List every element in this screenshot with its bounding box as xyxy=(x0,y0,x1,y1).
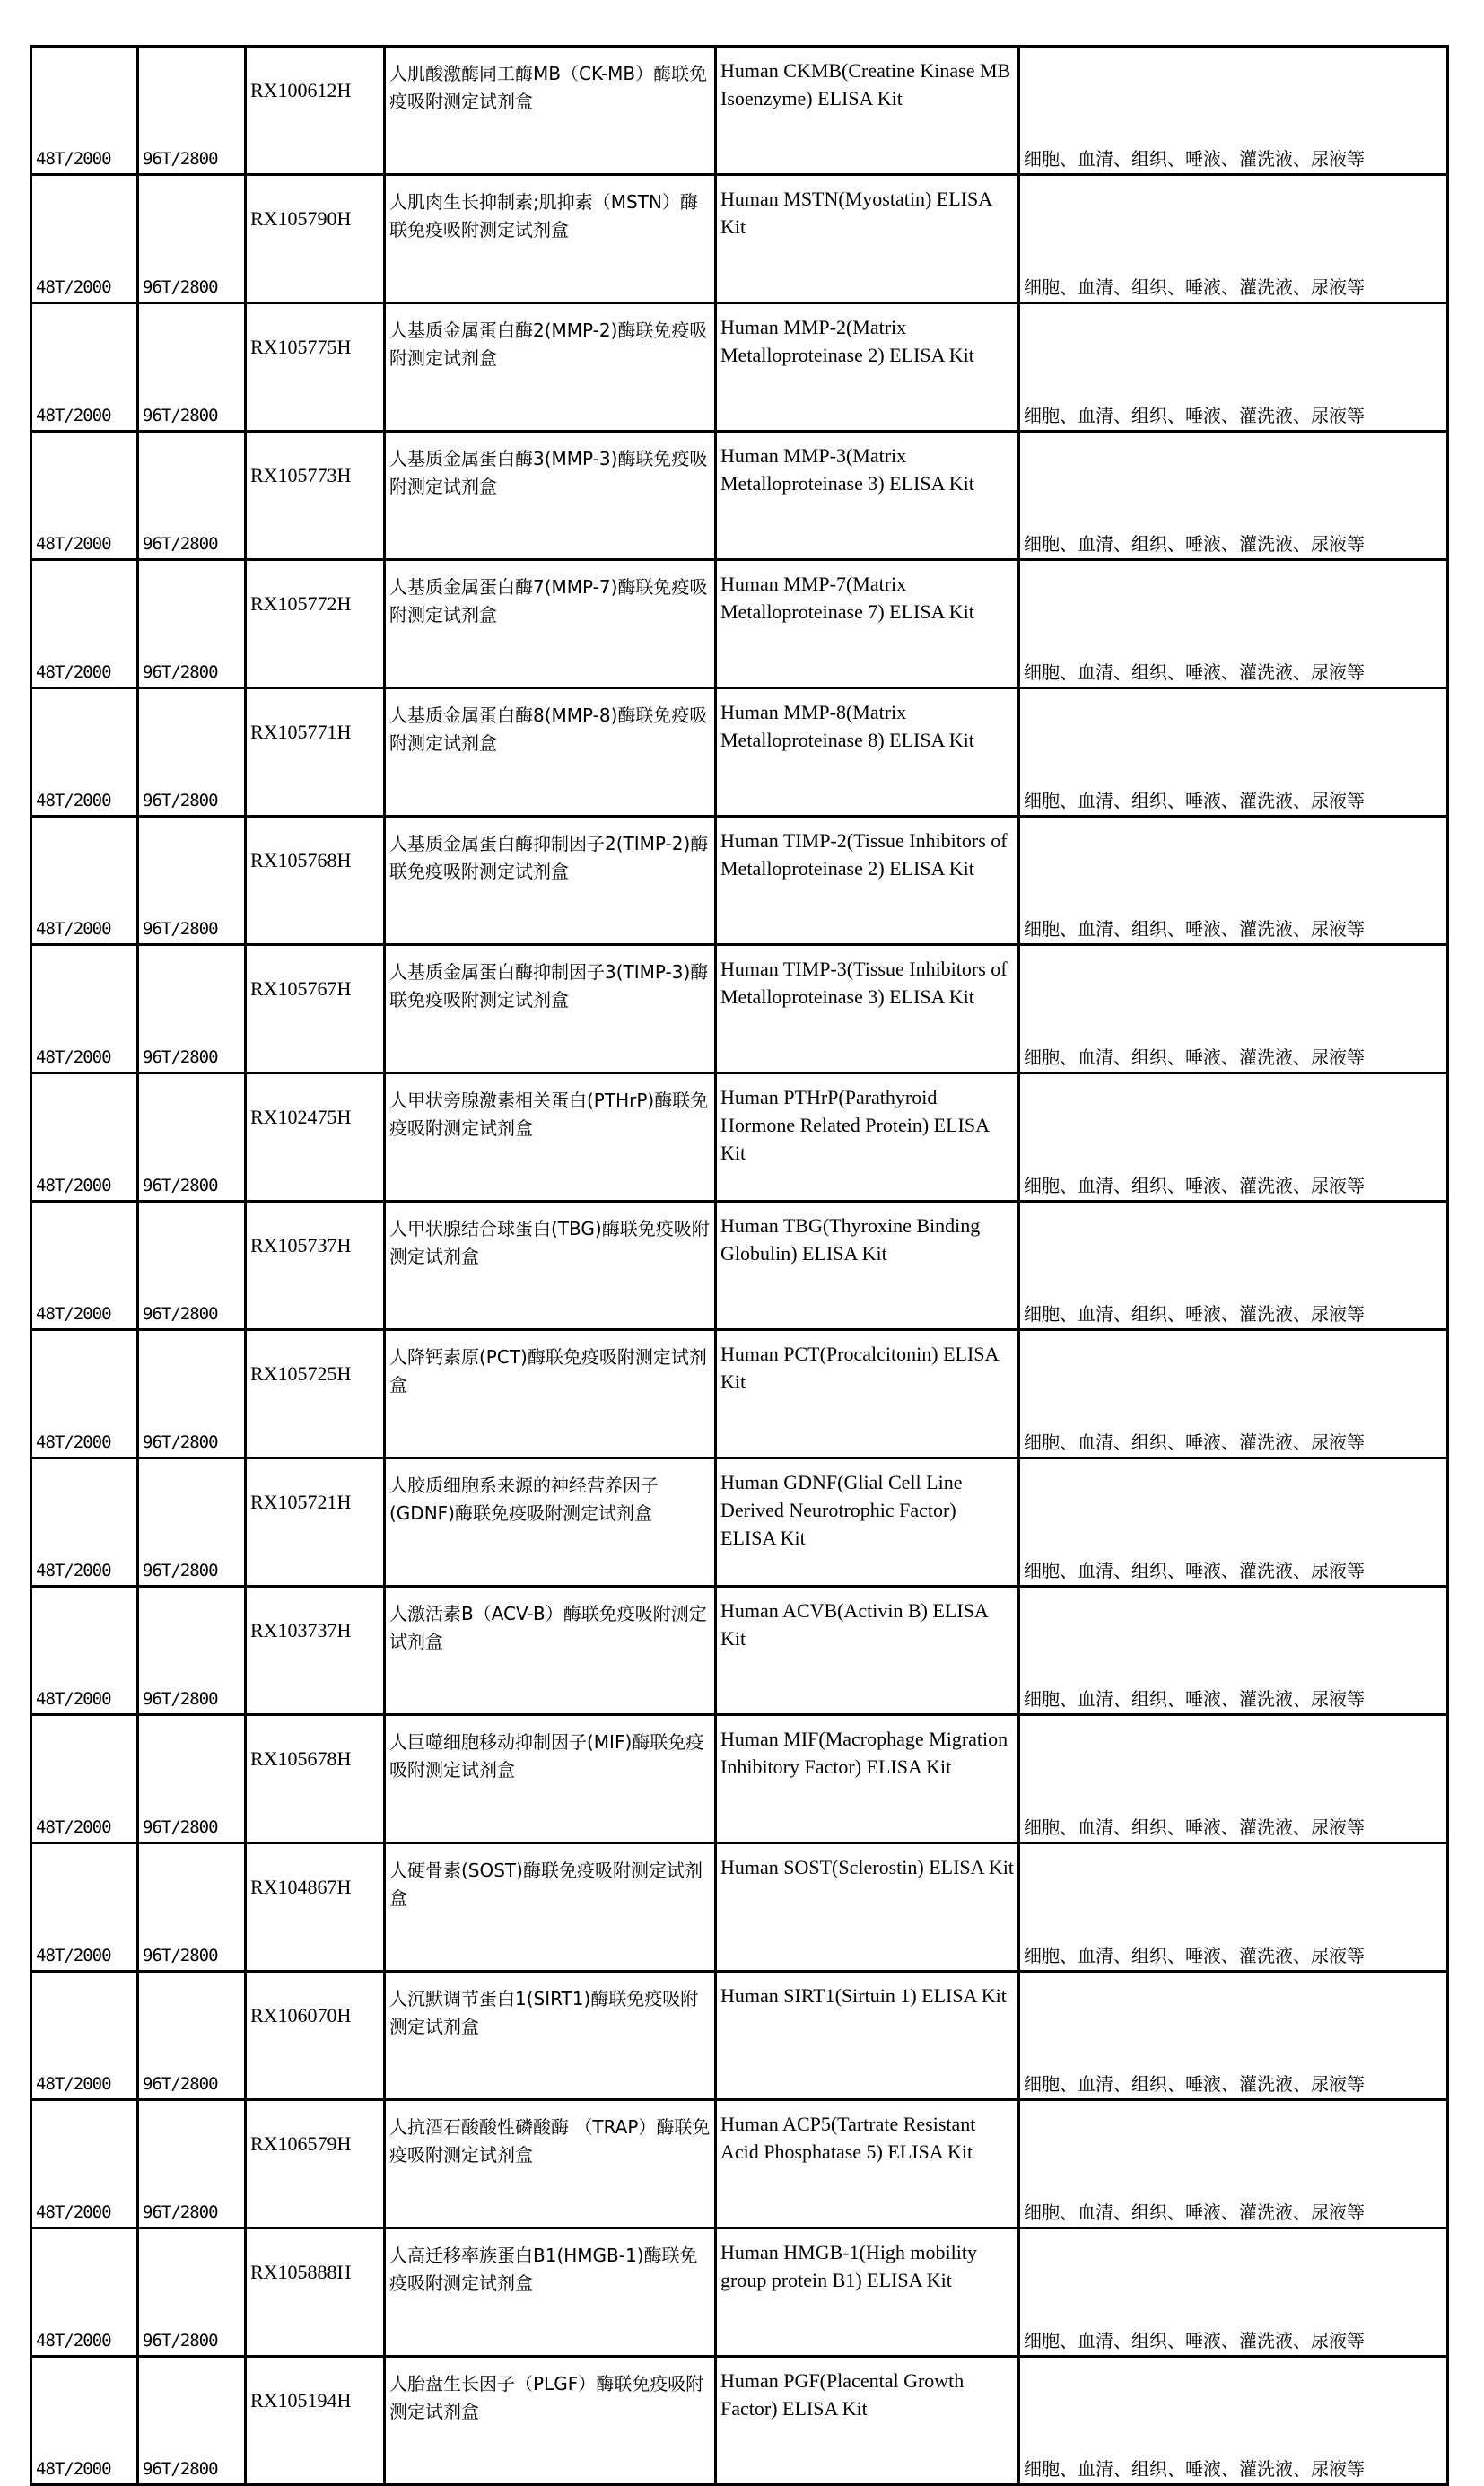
table-row xyxy=(31,432,1448,560)
sample-types: 细胞、血清、组织、唾液、灌洗液、尿液等 xyxy=(1019,1587,1448,1715)
size-96t-price: 96T/2800 xyxy=(138,1587,246,1715)
english-product-name: Human GDNF(Glial Cell Line Derived Neurotrophic Factor) ELISA Kit xyxy=(716,1458,1019,1587)
english-product-name: Human TIMP-2(Tissue Inhibitors of Metalloproteinase 2) ELISA Kit xyxy=(716,817,1019,945)
size-96t-price: 96T/2800 xyxy=(138,1073,246,1202)
table-row xyxy=(31,47,1448,175)
size-48t-price: 48T/2000 xyxy=(31,1715,138,1843)
sample-types: 细胞、血清、组织、唾液、灌洗液、尿液等 xyxy=(1019,47,1448,175)
sample-types: 细胞、血清、组织、唾液、灌洗液、尿液等 xyxy=(1019,945,1448,1073)
table-row xyxy=(31,175,1448,303)
sample-types: 细胞、血清、组织、唾液、灌洗液、尿液等 xyxy=(1019,2228,1448,2357)
sample-types: 细胞、血清、组织、唾液、灌洗液、尿液等 xyxy=(1019,817,1448,945)
chinese-product-name: 人巨噬细胞移动抑制因子(MIF)酶联免疫吸附测定试剂盒 xyxy=(385,1715,716,1843)
english-product-name: Human SIRT1(Sirtuin 1) ELISA Kit xyxy=(716,1972,1019,2100)
english-product-name: Human HMGB-1(High mobility group protein B1) ELISA Kit xyxy=(716,2228,1019,2357)
english-product-name: Human CKMB(Creatine Kinase MB Isoenzyme) ELISA Kit xyxy=(716,47,1019,175)
catalog-number: RX105775H xyxy=(246,303,385,432)
size-48t-price: 48T/2000 xyxy=(31,2228,138,2357)
chinese-product-name: 人肌酸激酶同工酶MB（CK-MB）酶联免疫吸附测定试剂盒 xyxy=(385,47,716,175)
english-product-name: Human MSTN(Myostatin) ELISA Kit xyxy=(716,175,1019,303)
chinese-product-name: 人肌肉生长抑制素;肌抑素（MSTN）酶联免疫吸附测定试剂盒 xyxy=(385,175,716,303)
english-product-name: Human PTHrP(Parathyroid Hormone Related Protein) ELISA Kit xyxy=(716,1073,1019,1202)
catalog-number: RX106579H xyxy=(246,2100,385,2228)
size-48t-price: 48T/2000 xyxy=(31,688,138,817)
catalog-number: RX100612H xyxy=(246,47,385,175)
sample-types: 细胞、血清、组织、唾液、灌洗液、尿液等 xyxy=(1019,1972,1448,2100)
english-product-name: Human PGF(Placental Growth Factor) ELISA Kit xyxy=(716,2357,1019,2485)
chinese-product-name: 人基质金属蛋白酶抑制因子2(TIMP-2)酶联免疫吸附测定试剂盒 xyxy=(385,817,716,945)
sample-types: 细胞、血清、组织、唾液、灌洗液、尿液等 xyxy=(1019,432,1448,560)
size-48t-price: 48T/2000 xyxy=(31,1458,138,1587)
table-row xyxy=(31,2228,1448,2357)
chinese-product-name: 人沉默调节蛋白1(SIRT1)酶联免疫吸附测定试剂盒 xyxy=(385,1972,716,2100)
chinese-product-name: 人基质金属蛋白酶3(MMP-3)酶联免疫吸附测定试剂盒 xyxy=(385,432,716,560)
size-96t-price: 96T/2800 xyxy=(138,2357,246,2485)
table-row xyxy=(31,1202,1448,1330)
size-96t-price: 96T/2800 xyxy=(138,47,246,175)
catalog-number: RX104867H xyxy=(246,1843,385,1972)
table-row xyxy=(31,688,1448,817)
sample-types: 细胞、血清、组织、唾液、灌洗液、尿液等 xyxy=(1019,1715,1448,1843)
english-product-name: Human ACP5(Tartrate Resistant Acid Phosphatase 5) ELISA Kit xyxy=(716,2100,1019,2228)
sample-types: 细胞、血清、组织、唾液、灌洗液、尿液等 xyxy=(1019,2100,1448,2228)
size-96t-price: 96T/2800 xyxy=(138,303,246,432)
table-row xyxy=(31,2100,1448,2228)
catalog-number: RX103737H xyxy=(246,1587,385,1715)
table-row xyxy=(31,560,1448,688)
catalog-number: RX105768H xyxy=(246,817,385,945)
catalog-number: RX105888H xyxy=(246,2228,385,2357)
sample-types: 细胞、血清、组织、唾液、灌洗液、尿液等 xyxy=(1019,303,1448,432)
size-96t-price: 96T/2800 xyxy=(138,2100,246,2228)
chinese-product-name: 人抗酒石酸酸性磷酸酶 （TRAP）酶联免疫吸附测定试剂盒 xyxy=(385,2100,716,2228)
size-48t-price: 48T/2000 xyxy=(31,303,138,432)
size-48t-price: 48T/2000 xyxy=(31,47,138,175)
english-product-name: Human MMP-2(Matrix Metalloproteinase 2) ELISA Kit xyxy=(716,303,1019,432)
size-96t-price: 96T/2800 xyxy=(138,1715,246,1843)
size-48t-price: 48T/2000 xyxy=(31,560,138,688)
sample-types: 细胞、血清、组织、唾液、灌洗液、尿液等 xyxy=(1019,1458,1448,1587)
english-product-name: Human MIF(Macrophage Migration Inhibitory Factor) ELISA Kit xyxy=(716,1715,1019,1843)
table-row xyxy=(31,1458,1448,1587)
catalog-number: RX105773H xyxy=(246,432,385,560)
chinese-product-name: 人激活素B（ACV-B）酶联免疫吸附测定试剂盒 xyxy=(385,1587,716,1715)
size-96t-price: 96T/2800 xyxy=(138,1843,246,1972)
size-96t-price: 96T/2800 xyxy=(138,432,246,560)
size-48t-price: 48T/2000 xyxy=(31,1587,138,1715)
size-48t-price: 48T/2000 xyxy=(31,432,138,560)
size-96t-price: 96T/2800 xyxy=(138,560,246,688)
catalog-number: RX105194H xyxy=(246,2357,385,2485)
catalog-number: RX105678H xyxy=(246,1715,385,1843)
chinese-product-name: 人甲状腺结合球蛋白(TBG)酶联免疫吸附测定试剂盒 xyxy=(385,1202,716,1330)
table-row xyxy=(31,1330,1448,1458)
chinese-product-name: 人降钙素原(PCT)酶联免疫吸附测定试剂盒 xyxy=(385,1330,716,1458)
table-row xyxy=(31,1715,1448,1843)
english-product-name: Human MMP-7(Matrix Metalloproteinase 7) ELISA Kit xyxy=(716,560,1019,688)
chinese-product-name: 人硬骨素(SOST)酶联免疫吸附测定试剂盒 xyxy=(385,1843,716,1972)
size-48t-price: 48T/2000 xyxy=(31,175,138,303)
size-48t-price: 48T/2000 xyxy=(31,2357,138,2485)
catalog-number: RX105725H xyxy=(246,1330,385,1458)
english-product-name: Human SOST(Sclerostin) ELISA Kit xyxy=(716,1843,1019,1972)
size-96t-price: 96T/2800 xyxy=(138,1458,246,1587)
size-96t-price: 96T/2800 xyxy=(138,1202,246,1330)
chinese-product-name: 人基质金属蛋白酶7(MMP-7)酶联免疫吸附测定试剂盒 xyxy=(385,560,716,688)
table-row xyxy=(31,945,1448,1073)
chinese-product-name: 人胎盘生长因子（PLGF）酶联免疫吸附测定试剂盒 xyxy=(385,2357,716,2485)
sample-types: 细胞、血清、组织、唾液、灌洗液、尿液等 xyxy=(1019,2357,1448,2485)
size-48t-price: 48T/2000 xyxy=(31,1843,138,1972)
size-48t-price: 48T/2000 xyxy=(31,1972,138,2100)
chinese-product-name: 人基质金属蛋白酶抑制因子3(TIMP-3)酶联免疫吸附测定试剂盒 xyxy=(385,945,716,1073)
sample-types: 细胞、血清、组织、唾液、灌洗液、尿液等 xyxy=(1019,1843,1448,1972)
catalog-number: RX105790H xyxy=(246,175,385,303)
sample-types: 细胞、血清、组织、唾液、灌洗液、尿液等 xyxy=(1019,175,1448,303)
table-row xyxy=(31,303,1448,432)
table-row xyxy=(31,1972,1448,2100)
sample-types: 细胞、血清、组织、唾液、灌洗液、尿液等 xyxy=(1019,1330,1448,1458)
table-row xyxy=(31,817,1448,945)
table-row xyxy=(31,1843,1448,1972)
chinese-product-name: 人高迁移率族蛋白B1(HMGB-1)酶联免疫吸附测定试剂盒 xyxy=(385,2228,716,2357)
product-table-body xyxy=(31,47,1448,2485)
chinese-product-name: 人基质金属蛋白酶8(MMP-8)酶联免疫吸附测定试剂盒 xyxy=(385,688,716,817)
size-96t-price: 96T/2800 xyxy=(138,175,246,303)
size-48t-price: 48T/2000 xyxy=(31,1202,138,1330)
table-row xyxy=(31,1587,1448,1715)
chinese-product-name: 人胶质细胞系来源的神经营养因子(GDNF)酶联免疫吸附测定试剂盒 xyxy=(385,1458,716,1587)
catalog-number: RX106070H xyxy=(246,1972,385,2100)
product-table xyxy=(30,45,1449,2486)
size-96t-price: 96T/2800 xyxy=(138,817,246,945)
size-48t-price: 48T/2000 xyxy=(31,945,138,1073)
size-96t-price: 96T/2800 xyxy=(138,2228,246,2357)
sample-types: 细胞、血清、组织、唾液、灌洗液、尿液等 xyxy=(1019,688,1448,817)
english-product-name: Human PCT(Procalcitonin) ELISA Kit xyxy=(716,1330,1019,1458)
size-96t-price: 96T/2800 xyxy=(138,688,246,817)
catalog-number: RX102475H xyxy=(246,1073,385,1202)
size-96t-price: 96T/2800 xyxy=(138,945,246,1073)
size-48t-price: 48T/2000 xyxy=(31,1073,138,1202)
chinese-product-name: 人基质金属蛋白酶2(MMP-2)酶联免疫吸附测定试剂盒 xyxy=(385,303,716,432)
english-product-name: Human MMP-3(Matrix Metalloproteinase 3) ELISA Kit xyxy=(716,432,1019,560)
size-48t-price: 48T/2000 xyxy=(31,1330,138,1458)
sample-types: 细胞、血清、组织、唾液、灌洗液、尿液等 xyxy=(1019,1073,1448,1202)
english-product-name: Human MMP-8(Matrix Metalloproteinase 8) ELISA Kit xyxy=(716,688,1019,817)
catalog-number: RX105737H xyxy=(246,1202,385,1330)
chinese-product-name: 人甲状旁腺激素相关蛋白(PTHrP)酶联免疫吸附测定试剂盒 xyxy=(385,1073,716,1202)
size-48t-price: 48T/2000 xyxy=(31,2100,138,2228)
size-96t-price: 96T/2800 xyxy=(138,1972,246,2100)
english-product-name: Human TIMP-3(Tissue Inhibitors of Metalloproteinase 3) ELISA Kit xyxy=(716,945,1019,1073)
size-96t-price: 96T/2800 xyxy=(138,1330,246,1458)
english-product-name: Human ACVB(Activin B) ELISA Kit xyxy=(716,1587,1019,1715)
table-row xyxy=(31,1073,1448,1202)
sample-types: 细胞、血清、组织、唾液、灌洗液、尿液等 xyxy=(1019,1202,1448,1330)
catalog-number: RX105772H xyxy=(246,560,385,688)
catalog-number: RX105767H xyxy=(246,945,385,1073)
catalog-number: RX105771H xyxy=(246,688,385,817)
table-row xyxy=(31,2357,1448,2485)
english-product-name: Human TBG(Thyroxine Binding Globulin) ELISA Kit xyxy=(716,1202,1019,1330)
catalog-number: RX105721H xyxy=(246,1458,385,1587)
size-48t-price: 48T/2000 xyxy=(31,817,138,945)
sample-types: 细胞、血清、组织、唾液、灌洗液、尿液等 xyxy=(1019,560,1448,688)
